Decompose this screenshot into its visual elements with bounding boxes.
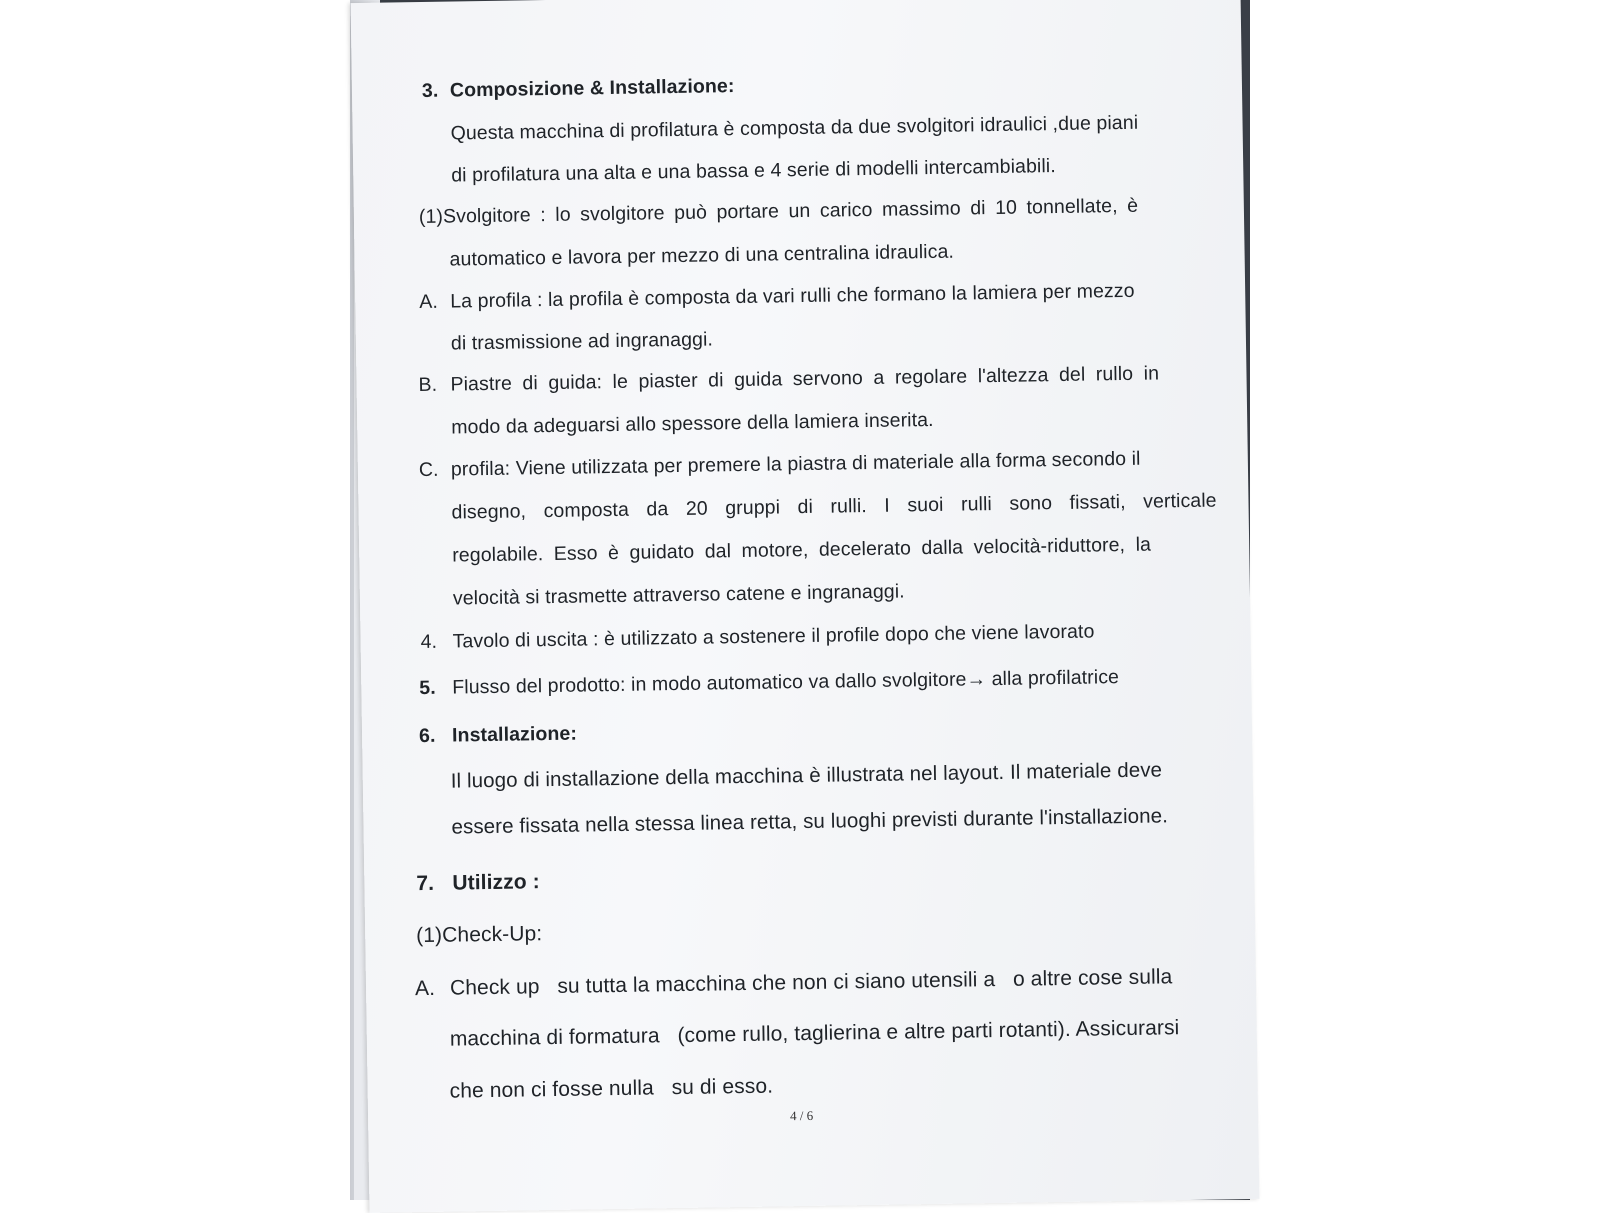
item-b-line-1: Piastre di guida: le piaster di guida servono a regolare l'altezza del rullo in xyxy=(450,362,1160,396)
item-c-line-4: velocità si trasmette attraverso catene e ingranaggi. xyxy=(452,580,905,610)
svolgitore-line-2: automatico e lavora per mezzo di una centralina idraulica. xyxy=(449,240,955,271)
section-6-number: 6. xyxy=(418,724,436,748)
checkup-a-line-3: che non ci fosse nulla su di esso. xyxy=(449,1074,774,1103)
section-6-title: Installazione: xyxy=(451,722,578,747)
section-7-title: Utilizzo : xyxy=(452,870,540,895)
item-a-line-1: La profila : la profila è composta da vari rulli che formano la lamiera per mezzo xyxy=(450,279,1135,313)
section-3-number: 3. xyxy=(421,79,439,102)
checkup-a-line-2: macchina di formatura (come rullo, taglierina e altre parti rotanti). Assicurarsi xyxy=(449,1016,1180,1051)
page-content xyxy=(351,0,1260,1213)
item-a-line-2: di trasmissione ad ingranaggi. xyxy=(450,328,714,355)
checkup-a-line-1: Check up su tutta la macchina che non ci siano utensili a o altre cose sulla xyxy=(449,965,1173,1000)
checkup-heading: (1)Check-Up: xyxy=(416,922,543,948)
svolgitore-line-1: (1)Svolgitore : lo svolgitore può portare un carico massimo di 10 tonnellate, è xyxy=(418,194,1139,229)
document-page xyxy=(351,0,1260,1213)
section-3-title: Composizione & Installazione: xyxy=(449,75,735,102)
item-c-line-1: profila: Viene utilizzata per premere la piastra di materiale alla forma secondo il xyxy=(450,447,1141,481)
item-c-line-2: disegno, composta da 20 gruppi di rulli. I suoi rulli sono fissati, verticale xyxy=(451,489,1217,524)
section-7-number: 7. xyxy=(416,871,435,896)
item-b-line-2: modo da adeguarsi allo spessore della lamiera inserita. xyxy=(451,408,934,439)
section-5-text: Flusso del prodotto: in modo automatico va dallo svolgitore→ alla profilatrice xyxy=(452,666,1120,699)
section-4-number: 4. xyxy=(420,630,438,654)
item-c-label: C. xyxy=(418,458,439,482)
section-5-number: 5. xyxy=(419,676,436,700)
section-4-text: Tavolo di uscita : è utilizzato a sostenere il profile dopo che viene lavorato xyxy=(452,620,1095,653)
page-number: 4 / 6 xyxy=(789,1107,814,1124)
section-6-line-1: Il luogo di installazione della macchina è illustrata nel layout. Il materiale deve xyxy=(450,758,1163,793)
section-6-line-2: essere fissata nella stessa linea retta, su luoghi previsti durante l'installazione. xyxy=(451,804,1169,839)
checkup-a-label: A. xyxy=(414,976,436,1001)
item-a-label: A. xyxy=(419,290,439,314)
intro-line-1: Questa macchina di profilatura è composta da due svolgitori idraulici ,due piani xyxy=(450,111,1139,145)
item-c-line-3: regolabile. Esso è guidato dal motore, decelerato dalla velocità-riduttore, la xyxy=(452,533,1152,567)
item-b-label: B. xyxy=(418,373,438,397)
intro-line-2: di profilatura una alta e una bassa e 4 serie di modelli intercambiabili. xyxy=(451,155,1056,187)
